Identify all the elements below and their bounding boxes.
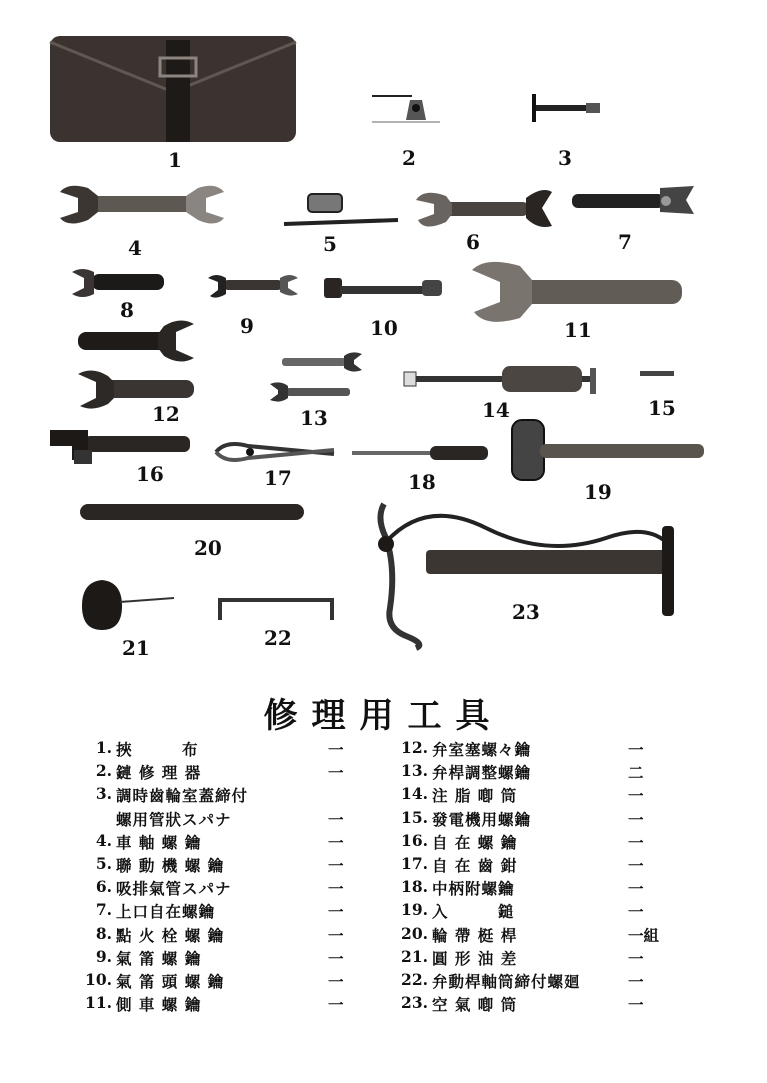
item-number: 18.: [401, 877, 428, 897]
item-quantity: 一: [328, 763, 344, 783]
list-item: [80, 947, 360, 970]
item-quantity: 二: [628, 763, 644, 783]
list-item: [80, 761, 360, 784]
item-quantity: 一: [328, 971, 344, 991]
cylinder-wrench-image: [206, 270, 300, 304]
item-quantity: 一: [628, 786, 644, 806]
manifold-spanner-image: [414, 186, 554, 236]
list-item: [396, 738, 676, 761]
item-number: 9.: [95, 946, 112, 966]
item-quantity: 一: [628, 971, 644, 991]
figure-number-6: 6: [466, 230, 480, 254]
item-name: 圓 形 油 差: [432, 948, 518, 968]
list-item: [396, 947, 676, 970]
item-number: 15.: [401, 807, 428, 827]
linkage-wrench-image: [282, 190, 400, 232]
list-item: [396, 924, 676, 947]
axle-wrench-image: [58, 182, 226, 230]
item-number: 5.: [95, 853, 112, 873]
list-item: [80, 877, 360, 900]
item-name: 氣 筩 螺 鑰: [116, 948, 202, 968]
item-name: 發電機用螺鑰: [432, 809, 532, 829]
list-item: [396, 993, 676, 1016]
item-name: 螺用管狀スパナ: [116, 809, 232, 829]
item-quantity: 一組: [628, 925, 660, 945]
figure-number-9: 9: [240, 314, 254, 338]
item-quantity: 一: [628, 902, 644, 922]
item-number: 8.: [95, 923, 112, 943]
item-quantity: 一: [328, 902, 344, 922]
figure-number-13: 13: [300, 406, 328, 430]
item-name: 自 在 螺 鑰: [432, 832, 518, 852]
figure-number-8: 8: [120, 298, 134, 322]
generator-wrench-image: [638, 366, 678, 382]
figure-number-18: 18: [408, 470, 436, 494]
figure-number-10: 10: [370, 316, 398, 340]
item-name: 側 車 螺 鑰: [116, 995, 202, 1015]
figure-number-5: 5: [323, 232, 337, 256]
item-quantity: 一: [628, 879, 644, 899]
item-number: 16.: [401, 830, 428, 850]
item-number: 19.: [401, 900, 428, 920]
figure-number-1: 1: [168, 148, 182, 172]
item-name: 空 氣 喞 筒: [432, 995, 518, 1015]
figure-number-23: 23: [512, 600, 540, 624]
spark-plug-wrench-image: [70, 266, 166, 302]
item-name: 挾 布: [116, 740, 199, 759]
list-item: [396, 784, 676, 807]
item-number: 6.: [95, 877, 112, 897]
item-quantity: 一: [628, 809, 644, 829]
item-number: 4.: [95, 830, 112, 850]
item-name: 中柄附螺鑰: [432, 879, 515, 899]
list-item: [396, 831, 676, 854]
figure-number-19: 19: [584, 480, 612, 504]
list-item: [80, 924, 360, 947]
figure-number-3: 3: [558, 146, 572, 170]
sidecar-wrench-image: [470, 260, 686, 324]
chain-repair-tool-image: [370, 88, 450, 130]
oil-can-image: [76, 576, 176, 632]
item-number: 20.: [401, 923, 428, 943]
item-number: 10.: [85, 969, 112, 989]
screwdriver-image: [350, 442, 492, 464]
item-name: 點 火 栓 螺 鑰: [116, 925, 225, 945]
list-item: [396, 854, 676, 877]
list-item: [396, 808, 676, 831]
item-number: 13.: [401, 761, 428, 781]
figure-number-2: 2: [402, 146, 416, 170]
item-quantity: 一: [628, 832, 644, 852]
cylinder-head-wrench-image: [322, 274, 446, 302]
list-item: [80, 993, 360, 1016]
item-name: 弁室塞螺々鑰: [432, 740, 532, 759]
figure-number-15: 15: [648, 396, 676, 420]
grease-gun-image: [402, 362, 606, 400]
tool-roll-bag-image: [48, 32, 298, 147]
list-item: [396, 877, 676, 900]
list-item: [80, 784, 360, 807]
tool-list-right: [396, 738, 676, 1016]
figure-number-21: 21: [122, 636, 150, 660]
pliers-image: [214, 436, 336, 466]
item-quantity: 一: [328, 879, 344, 899]
item-number: 3.: [95, 784, 112, 804]
figure-number-14: 14: [482, 398, 510, 422]
item-quantity: 一: [628, 855, 644, 875]
tool-list-left: [80, 738, 360, 1016]
list-item: [80, 808, 360, 831]
item-number: 7.: [95, 900, 112, 920]
item-name: 調時齒輪室蓋締付: [116, 786, 249, 806]
item-name: 氣 筩 頭 螺 鑰: [116, 971, 225, 991]
valve-rod-adjusting-wrench-image: [268, 352, 364, 406]
item-quantity: 一: [628, 995, 644, 1015]
item-number: 1.: [95, 738, 112, 757]
item-name: 車 軸 螺 鑰: [116, 832, 202, 852]
list-item: [80, 854, 360, 877]
item-quantity: 一: [628, 948, 644, 968]
figure-number-12: 12: [152, 402, 180, 426]
item-quantity: 一: [328, 832, 344, 852]
adjustable-wrench-image: [568, 182, 698, 220]
figure-number-4: 4: [128, 236, 142, 260]
item-number: 2.: [95, 761, 112, 781]
figure-number-22: 22: [264, 626, 292, 650]
item-quantity: 一: [328, 948, 344, 968]
item-name: 自 在 齒 鉗: [432, 855, 518, 875]
tire-lever-image: [78, 498, 308, 526]
item-name: 鏈 修 理 器: [116, 763, 202, 783]
figure-number-16: 16: [136, 462, 164, 486]
list-item: [396, 970, 676, 993]
figure-number-7: 7: [618, 230, 632, 254]
item-quantity: 一: [628, 740, 644, 759]
item-name: 輪 帶 梃 桿: [432, 925, 518, 945]
list-item: [80, 970, 360, 993]
list-item: [80, 831, 360, 854]
item-quantity: 一: [328, 809, 344, 829]
list-item: [396, 761, 676, 784]
figure-number-11: 11: [564, 318, 592, 342]
figure-number-17: 17: [264, 466, 292, 490]
list-item: [80, 738, 360, 761]
item-name: 吸排氣管スパナ: [116, 879, 232, 899]
sleeve-tightening-screwdriver-image: [216, 594, 336, 624]
item-name: 入 鎚: [432, 902, 515, 922]
item-name: 弁桿調整螺鑰: [432, 763, 532, 783]
item-quantity: 一: [328, 740, 344, 759]
item-number: 22.: [401, 969, 428, 989]
item-number: 17.: [401, 853, 428, 873]
list-item: [80, 900, 360, 923]
item-name: 上口自在螺鑰: [116, 902, 216, 922]
item-number: 14.: [401, 784, 428, 804]
item-number: 11.: [85, 993, 112, 1013]
item-quantity: 一: [328, 925, 344, 945]
item-name: 注 脂 喞 筒: [432, 786, 518, 806]
tube-spanner-image: [530, 92, 602, 126]
figure-number-20: 20: [194, 536, 222, 560]
monkey-wrench-image: [48, 430, 194, 466]
item-number: 12.: [401, 738, 428, 757]
item-number: 23.: [401, 993, 428, 1013]
air-pump-image: [366, 498, 686, 658]
item-name: 聯 動 機 螺 鑰: [116, 855, 225, 875]
item-number: 21.: [401, 946, 428, 966]
item-quantity: 一: [328, 855, 344, 875]
item-quantity: 一: [328, 995, 344, 1015]
hammer-image: [510, 418, 706, 484]
list-item: [396, 900, 676, 923]
item-name: 弁動桿軸筒締付螺廻: [432, 971, 581, 991]
page-title: 修理用工具: [263, 696, 504, 736]
